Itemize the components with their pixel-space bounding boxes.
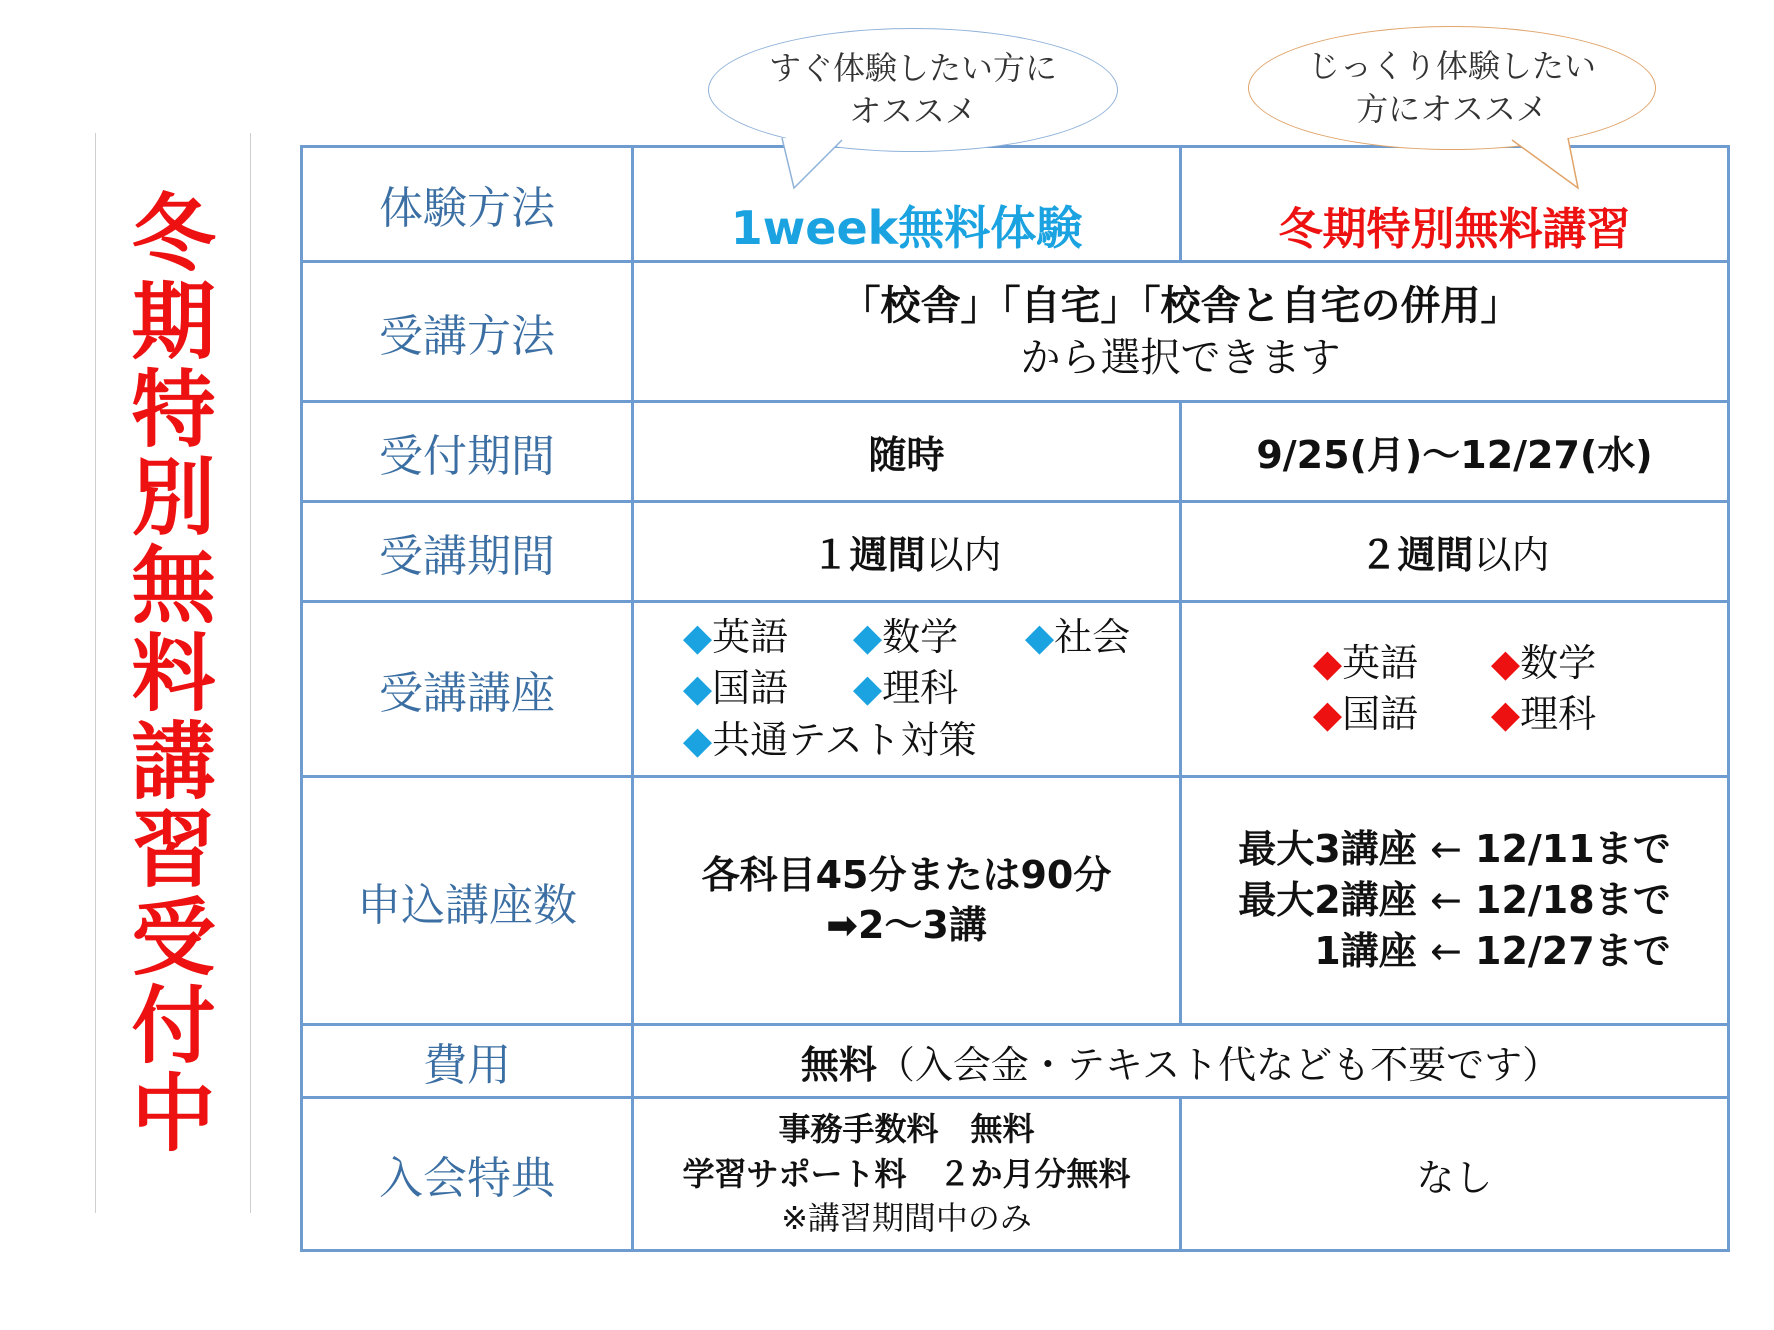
diamond-icon: ◆ xyxy=(682,717,713,762)
count-1week xyxy=(633,777,1181,1025)
course-item: 国語 xyxy=(712,666,789,711)
course-item: 数学 xyxy=(882,615,959,660)
bubble-winter-line1: じっくり体験したい xyxy=(1307,46,1596,85)
row-courses xyxy=(302,602,1729,777)
period-winter-rest: 以内 xyxy=(1473,533,1550,577)
perks-1week xyxy=(633,1098,1181,1251)
row-reception xyxy=(302,402,1729,502)
course-item: 数学 xyxy=(1520,640,1597,685)
bubble-winter-line2: 方にオススメ xyxy=(1356,90,1548,128)
label-fee: 費用 xyxy=(302,1025,633,1098)
label-method: 体験方法 xyxy=(302,147,633,262)
row-perks xyxy=(302,1098,1729,1251)
perks-winter: なし xyxy=(1181,1098,1729,1251)
row-attend xyxy=(302,262,1729,402)
diamond-icon: ◆ xyxy=(1490,640,1521,685)
speech-bubble-1week xyxy=(708,28,1118,152)
row-count xyxy=(302,777,1729,1025)
fee-rest: （入会金・テキスト代なども不要です） xyxy=(876,1042,1561,1087)
row-period xyxy=(302,502,1729,602)
diamond-icon: ◆ xyxy=(852,615,883,660)
reception-1week: 随時 xyxy=(633,402,1181,502)
arrow-left-icon: ← xyxy=(1429,826,1462,871)
diamond-icon: ◆ xyxy=(1312,640,1343,685)
course-item: 理科 xyxy=(1520,692,1597,736)
speech-bubble-tail xyxy=(1510,136,1600,196)
fee-value xyxy=(633,1025,1729,1098)
course-item: 共通テスト対策 xyxy=(712,717,977,762)
label-reception: 受付期間 xyxy=(302,402,633,502)
period-1week-rest: 以内 xyxy=(925,533,1002,577)
courses-1week xyxy=(633,602,1181,777)
count-deadline: 12/11まで xyxy=(1475,826,1671,871)
period-1week-bold: １週間 xyxy=(811,533,926,577)
count-winter xyxy=(1181,777,1729,1025)
diamond-icon: ◆ xyxy=(1024,615,1055,660)
attend-line2: から選択できます xyxy=(1020,334,1341,381)
label-count: 申込講座数 xyxy=(302,777,633,1025)
course-item: 社会 xyxy=(1054,615,1131,660)
period-winter-bold: ２週間 xyxy=(1359,533,1474,577)
right-divider xyxy=(250,133,251,1213)
speech-bubble-tail xyxy=(780,136,860,196)
count-1week-line1: 各科目45分または90分 xyxy=(701,853,1112,898)
label-period: 受講期間 xyxy=(302,502,633,602)
label-perks: 入会特典 xyxy=(302,1098,633,1251)
count-limit: 最大3講座 xyxy=(1238,826,1417,871)
diamond-icon: ◆ xyxy=(1490,692,1521,736)
left-divider xyxy=(95,133,96,1213)
count-deadline: 12/18まで xyxy=(1475,877,1671,922)
label-attend: 受講方法 xyxy=(302,262,633,402)
perks-line2: 学習サポート料 ２か月分無料 xyxy=(682,1154,1131,1193)
diamond-icon: ◆ xyxy=(1312,692,1343,736)
bubble-1week-line1: すぐ体験したい方に xyxy=(768,48,1057,87)
count-limit: 最大2講座 xyxy=(1238,877,1417,922)
diamond-icon: ◆ xyxy=(682,615,713,660)
course-item: 理科 xyxy=(882,666,959,711)
attend-value xyxy=(633,262,1729,402)
attend-line1: 「校舎」「自宅」「校舎と自宅の併用」 xyxy=(840,282,1521,329)
count-winter-list xyxy=(1238,824,1670,978)
count-deadline: 12/27まで xyxy=(1475,929,1671,974)
courses-1week-list xyxy=(683,612,1130,766)
info-table xyxy=(300,145,1730,1252)
course-item: 英語 xyxy=(1342,640,1419,685)
reception-winter: 9/25(月)～12/27(水) xyxy=(1181,402,1729,502)
method-winter: 冬期特別無料講習 xyxy=(1181,147,1729,262)
side-title: 冬期特別無料講習受付中 xyxy=(131,185,216,1163)
period-winter xyxy=(1181,502,1729,602)
arrow-left-icon: ← xyxy=(1429,929,1462,974)
count-limit: 1講座 xyxy=(1314,929,1417,974)
speech-bubble-winter xyxy=(1248,26,1656,150)
courses-winter-list xyxy=(1313,638,1596,741)
method-1week: 1week無料体験 xyxy=(633,147,1181,262)
diamond-icon: ◆ xyxy=(682,666,713,711)
arrow-left-icon: ← xyxy=(1429,877,1462,922)
label-courses: 受講講座 xyxy=(302,602,633,777)
count-1week-line2: ➡2～3講 xyxy=(826,902,987,947)
courses-winter xyxy=(1181,602,1729,777)
perks-line1: 事務手数料 無料 xyxy=(778,1109,1035,1148)
course-item: 国語 xyxy=(1342,692,1419,736)
perks-note: ※講習期間中のみ xyxy=(781,1199,1032,1238)
diamond-icon: ◆ xyxy=(852,666,883,711)
bubble-1week-line2: オススメ xyxy=(849,92,977,130)
course-item: 英語 xyxy=(712,615,789,660)
row-fee xyxy=(302,1025,1729,1098)
period-1week xyxy=(633,502,1181,602)
fee-bold: 無料 xyxy=(800,1042,877,1087)
